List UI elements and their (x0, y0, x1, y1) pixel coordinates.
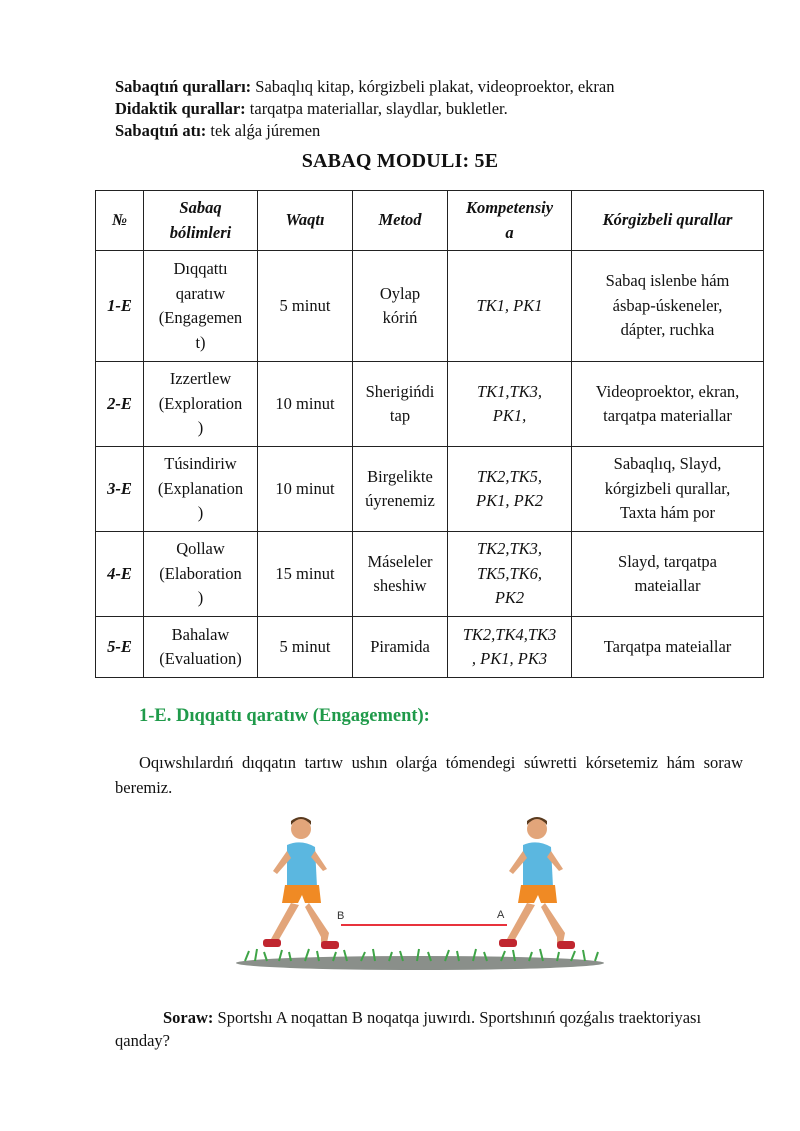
row-competency: TK1, PK1 (448, 251, 572, 362)
lesson-tools-label: Sabaqtıń quralları: (115, 77, 252, 96)
row-section: Qollaw (Elaboration ) (144, 532, 258, 617)
row-number: 4-E (96, 532, 144, 617)
didactic-tools-line (115, 98, 508, 120)
row-visual-tools: Sabaq islenbe hám ásbap-úskeneler, dápter, ruchka (572, 251, 764, 362)
row-number: 1-E (96, 251, 144, 362)
table-row (96, 617, 764, 678)
row-visual-tools: Tarqatpa mateiallar (572, 617, 764, 678)
intro-paragraph: Oqıwshılardıń dıqqatın tartıw ushın olarǵa tómendegi súwretti kórsetemiz hám soraw beremiz. (115, 753, 743, 797)
row-number: 3-E (96, 447, 144, 532)
didactic-tools-label: Didaktik qurallar: (115, 99, 246, 118)
header-competency: Kompetensiy a (448, 191, 572, 251)
runner-right (499, 817, 575, 949)
point-b-label: B (337, 910, 345, 922)
header-visual-tools: Kórgizbeli qurallar (572, 191, 764, 251)
table-row (96, 532, 764, 617)
row-number: 2-E (96, 362, 144, 447)
row-time: 5 minut (258, 617, 353, 678)
row-section: Túsindiriw (Explanation ) (144, 447, 258, 532)
row-section: Bahalaw (Evaluation) (144, 617, 258, 678)
row-method: Oylap kóriń (353, 251, 448, 362)
row-competency: TK2,TK5, PK1, PK2 (448, 447, 572, 532)
lesson-tools-text: Sabaqlıq kitap, kórgizbeli plakat, videoproektor, ekran (251, 77, 615, 96)
row-time: 10 minut (258, 362, 353, 447)
question-paragraph (115, 1006, 743, 1052)
row-method: Birgelikte úyrenemiz (353, 447, 448, 532)
runner-left (263, 817, 339, 949)
module-table (95, 190, 764, 678)
row-section: Izzertlew (Exploration ) (144, 362, 258, 447)
lesson-name-line (115, 120, 320, 142)
table-row (96, 447, 764, 532)
runner-illustration (235, 815, 605, 975)
table-row (96, 251, 764, 362)
page-title: SABAQ MODULI: 5E (301, 150, 499, 172)
row-time: 5 minut (258, 251, 353, 362)
section-heading: 1-E. Dıqqattı qaratıw (Engagement): (139, 706, 430, 726)
header-method: Metod (353, 191, 448, 251)
row-time: 10 minut (258, 447, 353, 532)
row-number: 5-E (96, 617, 144, 678)
header-time: Waqtı (258, 191, 353, 251)
row-time: 15 minut (258, 532, 353, 617)
point-a-label: A (497, 909, 505, 921)
header-sections: Sabaq bólimleri (144, 191, 258, 251)
row-visual-tools: Slayd, tarqatpa mateiallar (572, 532, 764, 617)
table-header-row (96, 191, 764, 251)
question-text: Sportshı A noqattan B noqatqa juwırdı. Sportshınıń qozǵalıs traektoriyası qanday? (115, 1008, 702, 1050)
row-visual-tools: Sabaqlıq, Slayd, kórgizbeli qurallar, Taxta hám por (572, 447, 764, 532)
lesson-name-label: Sabaqtıń atı: (115, 121, 207, 140)
row-visual-tools: Videoproektor, ekran, tarqatpa materiallar (572, 362, 764, 447)
row-competency: TK2,TK4,TK3 , PK1, PK3 (448, 617, 572, 678)
row-method: Piramida (353, 617, 448, 678)
row-method: Máseleler sheshiw (353, 532, 448, 617)
table-row (96, 362, 764, 447)
question-label: Soraw: (163, 1008, 214, 1027)
header-number: № (96, 191, 144, 251)
row-method: Sherigińdi tap (353, 362, 448, 447)
lesson-tools-line (115, 76, 614, 98)
lesson-name-text: tek alǵa júremen (206, 121, 321, 140)
didactic-tools-text: tarqatpa materiallar, slaydlar, bukletler. (245, 99, 508, 118)
row-competency: TK1,TK3, PK1, (448, 362, 572, 447)
row-competency: TK2,TK3, TK5,TK6, PK2 (448, 532, 572, 617)
row-section: Dıqqattı qaratıw (Engagemen t) (144, 251, 258, 362)
